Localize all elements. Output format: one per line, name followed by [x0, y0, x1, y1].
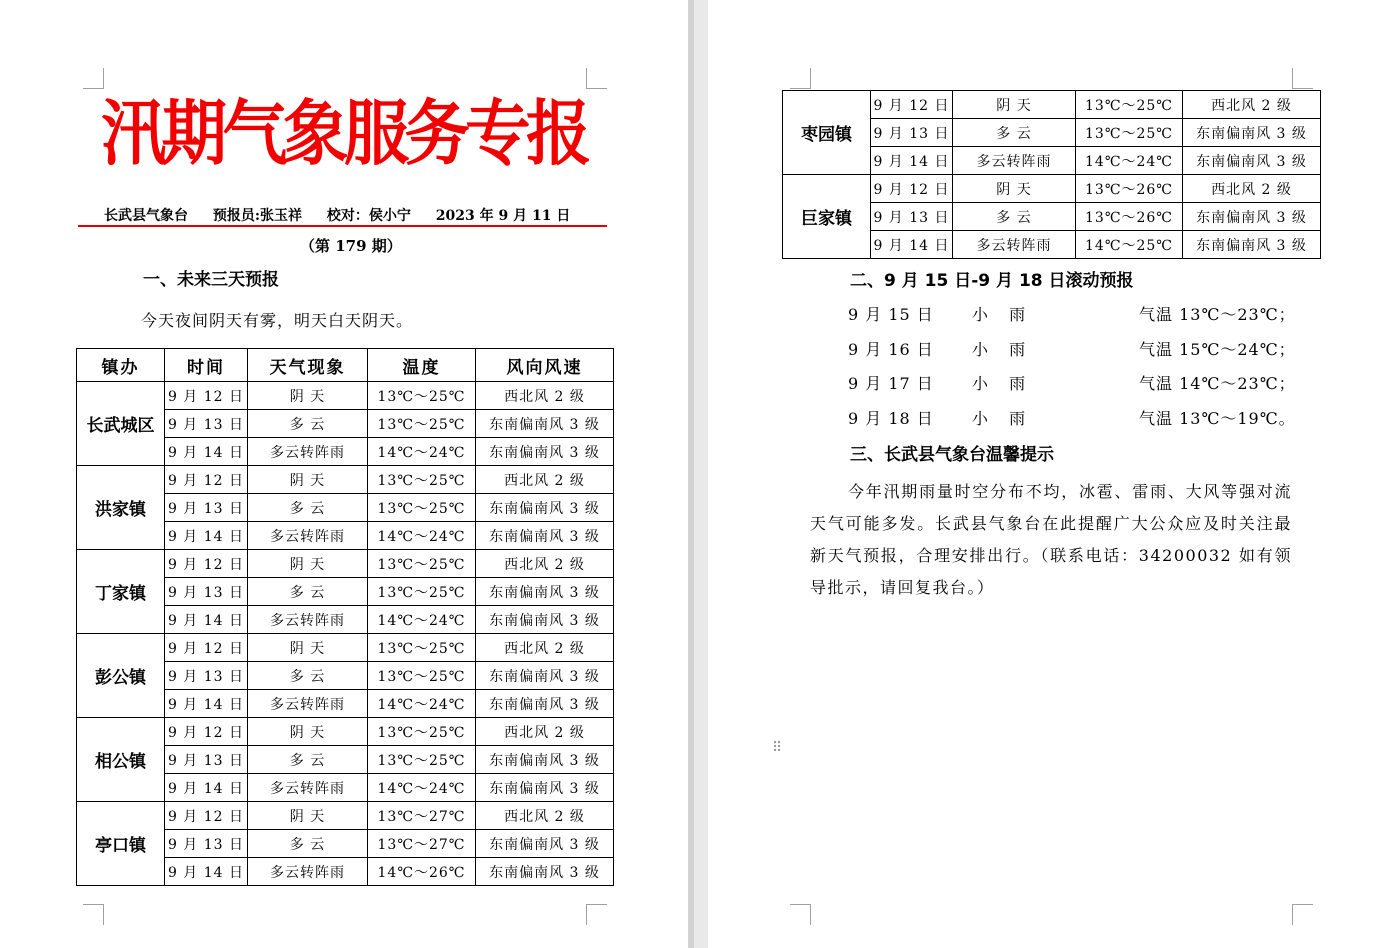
temperature-cell: 14℃～24℃: [368, 690, 476, 718]
column-header: 时间: [165, 349, 248, 382]
forecast-temperature: 气温 14℃～23℃；: [1139, 374, 1296, 393]
date-cell: 9 月 14 日: [165, 774, 248, 802]
forecast-temperature: 气温 15℃～24℃；: [1139, 339, 1296, 359]
town-name-cell: 洪家镇: [77, 466, 165, 550]
weather-cell: 多云转阵雨: [248, 522, 368, 550]
margin-corner-mark: [586, 904, 607, 925]
wind-cell: 东南偏南风 3 级: [476, 662, 614, 690]
temperature-cell: 13℃～25℃: [368, 410, 476, 438]
date-cell: 9 月 12 日: [871, 175, 953, 203]
table-row: [783, 175, 1321, 203]
wind-cell: 东南偏南风 3 级: [476, 410, 614, 438]
wind-cell: 西北风 2 级: [476, 718, 614, 746]
temperature-cell: 13℃～25℃: [368, 466, 476, 494]
date-cell: 9 月 12 日: [165, 802, 248, 830]
temperature-cell: 13℃～25℃: [368, 550, 476, 578]
wind-cell: 东南偏南风 3 级: [476, 774, 614, 802]
forecast-weather: 小 雨: [972, 305, 1034, 324]
wind-cell: 西北风 2 级: [476, 802, 614, 830]
wind-cell: 东南偏南风 3 级: [476, 606, 614, 634]
issuer: 长武县气象台: [104, 208, 188, 224]
weather-cell: 多 云: [248, 410, 368, 438]
wind-cell: 东南偏南风 3 级: [1183, 147, 1321, 175]
forecast-temperature: 气温 13℃～23℃；: [1139, 305, 1296, 324]
wind-cell: 西北风 2 级: [476, 550, 614, 578]
document-page-1: [0, 0, 688, 948]
forecaster: 预报员:张玉祥: [212, 208, 303, 224]
table-row: [77, 466, 614, 494]
forecast-summary: 今天夜间阴天有雾，明天白天阴天。: [141, 311, 414, 330]
wind-cell: 东南偏南风 3 级: [476, 746, 614, 774]
temperature-cell: 13℃～25℃: [368, 634, 476, 662]
wind-cell: 西北风 2 级: [476, 382, 614, 410]
drag-handle-icon[interactable]: ⠿: [772, 740, 783, 756]
weather-cell: 阴 天: [248, 550, 368, 578]
temperature-cell: 13℃～25℃: [368, 746, 476, 774]
town-name-cell: 巨家镇: [783, 175, 871, 259]
proofreader: 校对：侯小宁: [326, 208, 411, 224]
document-title: 汛期气象服务专报: [100, 91, 587, 175]
wind-cell: 东南偏南风 3 级: [476, 690, 614, 718]
table-row: [77, 550, 614, 578]
forecast-date: 9 月 15 日: [848, 305, 934, 324]
temperature-cell: 14℃～24℃: [368, 438, 476, 466]
column-header: 温度: [368, 349, 476, 382]
temperature-cell: 13℃～26℃: [1076, 175, 1183, 203]
town-name-cell: 亭口镇: [77, 802, 165, 886]
weather-cell: 多 云: [248, 746, 368, 774]
forecast-date: 9 月 17 日: [848, 374, 934, 393]
date-cell: 9 月 13 日: [165, 662, 248, 690]
margin-corner-mark: [790, 904, 811, 925]
date-cell: 9 月 13 日: [165, 410, 248, 438]
wind-cell: 东南偏南风 3 级: [1183, 203, 1321, 231]
temperature-cell: 13℃～25℃: [1076, 119, 1183, 147]
temperature-cell: 14℃～26℃: [368, 858, 476, 886]
temperature-cell: 14℃～24℃: [368, 522, 476, 550]
forecast-weather: 小 雨: [972, 374, 1034, 393]
date-cell: 9 月 14 日: [165, 690, 248, 718]
date-cell: 9 月 14 日: [165, 858, 248, 886]
temperature-cell: 13℃～25℃: [1076, 91, 1183, 119]
town-name-cell: 相公镇: [77, 718, 165, 802]
weather-cell: 多 云: [953, 119, 1076, 147]
margin-corner-mark: [1292, 68, 1313, 89]
date-cell: 9 月 12 日: [871, 91, 953, 119]
weather-cell: 多云转阵雨: [953, 147, 1076, 175]
wind-cell: 东南偏南风 3 级: [476, 830, 614, 858]
forecast-weather: 小 雨: [972, 339, 1034, 359]
margin-corner-mark: [83, 904, 104, 925]
date-cell: 9 月 13 日: [165, 494, 248, 522]
forecast-date: 9 月 18 日: [848, 408, 934, 428]
forecast-weather: 小 雨: [972, 408, 1034, 428]
weather-cell: 阴 天: [248, 718, 368, 746]
wind-cell: 东南偏南风 3 级: [476, 578, 614, 606]
date-cell: 9 月 12 日: [165, 634, 248, 662]
wind-cell: 西北风 2 级: [476, 466, 614, 494]
table-row: [77, 382, 614, 410]
town-name-cell: 彭公镇: [77, 634, 165, 718]
date-cell: 9 月 13 日: [165, 746, 248, 774]
wind-cell: 东南偏南风 3 级: [1183, 231, 1321, 259]
temperature-cell: 13℃～25℃: [368, 578, 476, 606]
date-cell: 9 月 13 日: [165, 830, 248, 858]
temperature-cell: 14℃～25℃: [1076, 231, 1183, 259]
column-header: 镇办: [77, 349, 165, 382]
weather-cell: 阴 天: [248, 382, 368, 410]
date-cell: 9 月 12 日: [165, 550, 248, 578]
weather-cell: 多云转阵雨: [248, 690, 368, 718]
temperature-cell: 13℃～25℃: [368, 718, 476, 746]
weather-cell: 多 云: [248, 494, 368, 522]
weather-cell: 阴 天: [953, 91, 1076, 119]
margin-corner-mark: [790, 68, 811, 89]
wind-cell: 西北风 2 级: [476, 634, 614, 662]
table-row: [783, 91, 1321, 119]
table-header-row: [77, 349, 614, 382]
weather-cell: 阴 天: [248, 802, 368, 830]
red-divider: [78, 225, 607, 227]
date-cell: 9 月 13 日: [165, 578, 248, 606]
forecast-table: [76, 348, 614, 886]
weather-cell: 阴 天: [248, 466, 368, 494]
date-cell: 9 月 14 日: [165, 438, 248, 466]
temperature-cell: 14℃～24℃: [1076, 147, 1183, 175]
wind-cell: 东南偏南风 3 级: [476, 438, 614, 466]
weather-cell: 多 云: [953, 203, 1076, 231]
forecast-date: 9 月 16 日: [848, 339, 934, 359]
section-heading: 一、未来三天预报: [143, 270, 279, 290]
forecast-temperature: 气温 13℃～19℃。: [1139, 408, 1296, 428]
table-row: [77, 802, 614, 830]
date-cell: 9 月 12 日: [165, 382, 248, 410]
temperature-cell: 14℃～24℃: [368, 774, 476, 802]
margin-corner-mark: [586, 68, 607, 89]
date-cell: 9 月 14 日: [871, 147, 953, 175]
weather-cell: 多云转阵雨: [953, 231, 1076, 259]
table-row: [77, 718, 614, 746]
wind-cell: 东南偏南风 3 级: [476, 858, 614, 886]
column-header: 天气现象: [248, 349, 368, 382]
page-gap: [688, 0, 708, 948]
date-cell: 9 月 14 日: [871, 231, 953, 259]
date-cell: 9 月 13 日: [871, 119, 953, 147]
date-cell: 9 月 12 日: [165, 466, 248, 494]
temperature-cell: 13℃～26℃: [1076, 203, 1183, 231]
forecast-table-continued: [782, 90, 1321, 259]
wind-cell: 西北风 2 级: [1183, 91, 1321, 119]
weather-cell: 多云转阵雨: [248, 438, 368, 466]
town-name-cell: 枣园镇: [783, 91, 871, 175]
weather-cell: 阴 天: [953, 175, 1076, 203]
column-header: 风向风速: [476, 349, 614, 382]
temperature-cell: 13℃～27℃: [368, 802, 476, 830]
issue-date: 2023 年 9 月 11 日: [435, 208, 571, 224]
town-name-cell: 长武城区: [77, 382, 165, 466]
temperature-cell: 14℃～24℃: [368, 606, 476, 634]
margin-corner-mark: [1292, 904, 1313, 925]
wind-cell: 东南偏南风 3 级: [476, 522, 614, 550]
date-cell: 9 月 14 日: [165, 522, 248, 550]
date-cell: 9 月 13 日: [871, 203, 953, 231]
temperature-cell: 13℃～25℃: [368, 662, 476, 690]
table-row: [77, 634, 614, 662]
town-name-cell: 丁家镇: [77, 550, 165, 634]
weather-cell: 多 云: [248, 662, 368, 690]
temperature-cell: 13℃～27℃: [368, 830, 476, 858]
warm-tips-paragraph: 今年汛期雨量时空分布不均，冰雹、雷雨、大风等强对流天气可能多发。长武县气象台在此提醒广大公众应及时关注最新天气预报，合理安排出行。（联系电话：34200032 如有领导批示，请回复我台。）: [810, 482, 1292, 597]
section-heading: 三、长武县气象台温馨提示: [850, 445, 1054, 465]
temperature-cell: 13℃～25℃: [368, 494, 476, 522]
masthead-line: [104, 206, 604, 226]
date-cell: 9 月 12 日: [165, 718, 248, 746]
weather-cell: 多 云: [248, 578, 368, 606]
weather-cell: 多云转阵雨: [248, 606, 368, 634]
weather-cell: 阴 天: [248, 634, 368, 662]
wind-cell: 西北风 2 级: [1183, 175, 1321, 203]
temperature-cell: 13℃～25℃: [368, 382, 476, 410]
issue-number: （第 179 期）: [300, 237, 402, 255]
weather-cell: 多云转阵雨: [248, 858, 368, 886]
date-cell: 9 月 14 日: [165, 606, 248, 634]
weather-cell: 多 云: [248, 830, 368, 858]
wind-cell: 东南偏南风 3 级: [1183, 119, 1321, 147]
weather-cell: 多云转阵雨: [248, 774, 368, 802]
wind-cell: 东南偏南风 3 级: [476, 494, 614, 522]
section-heading: 二、9 月 15 日-9 月 18 日滚动预报: [850, 271, 1134, 291]
